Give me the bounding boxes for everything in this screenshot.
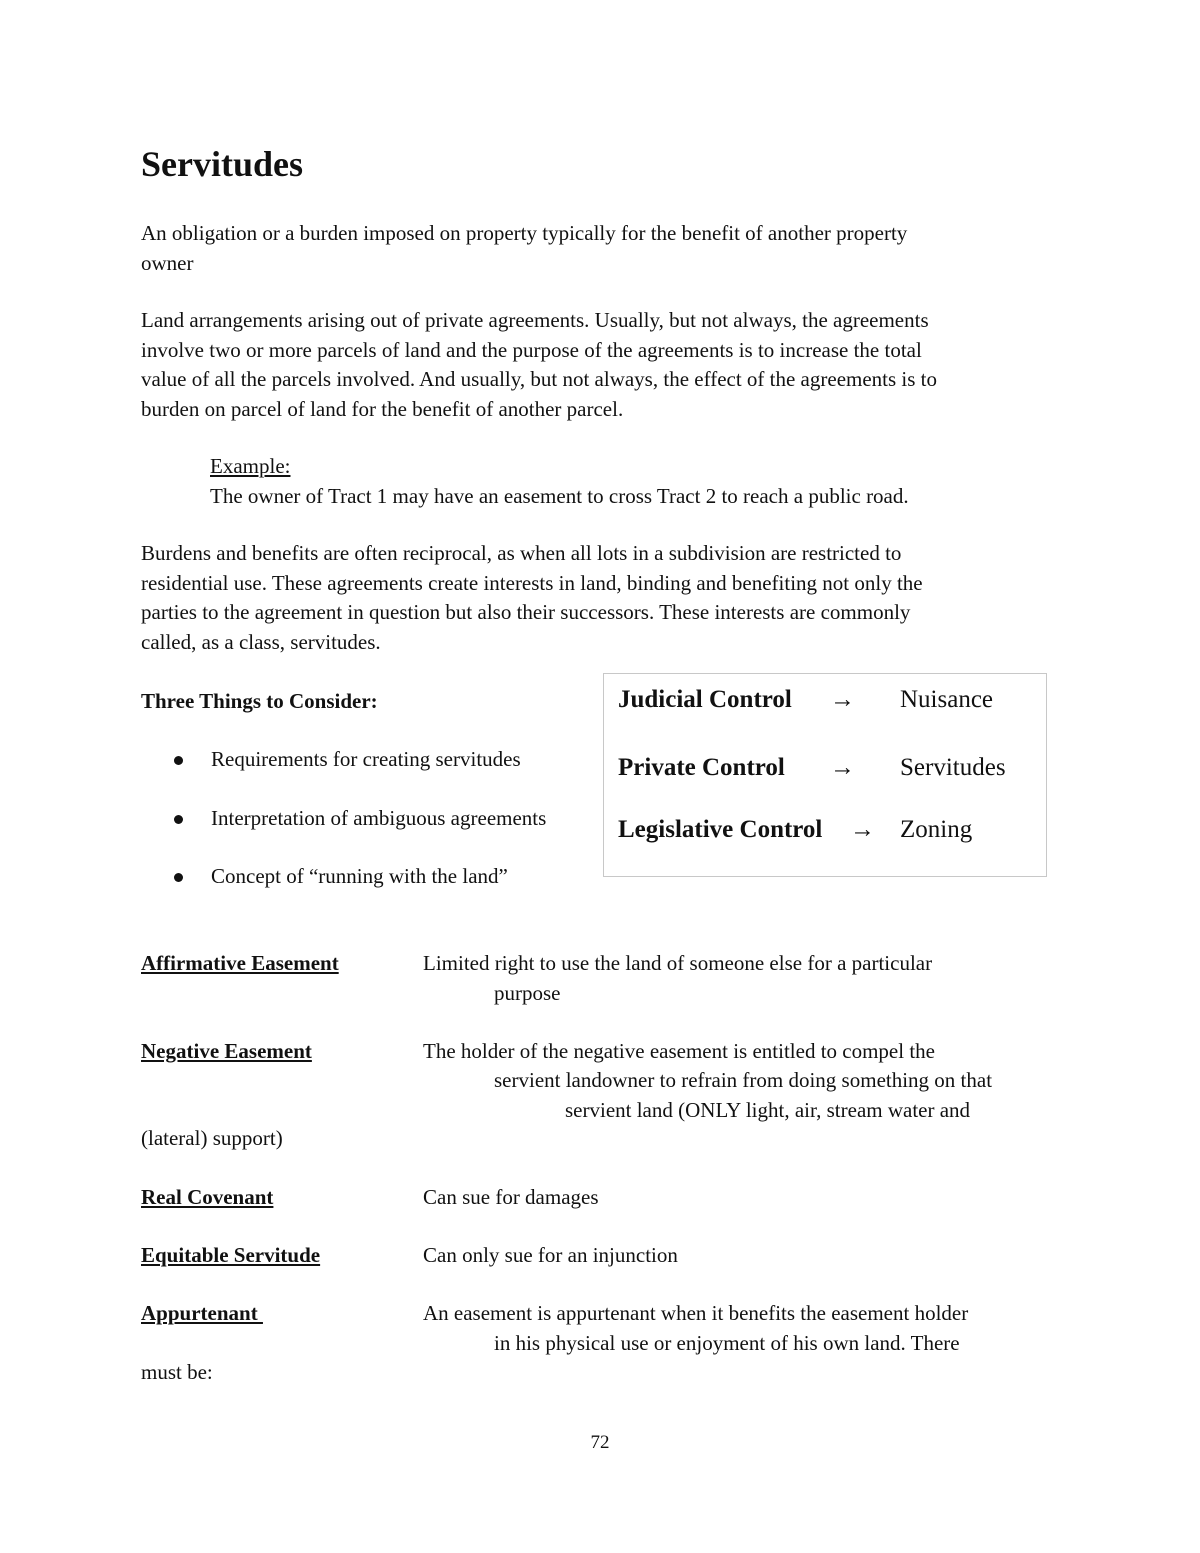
term-definition-line: The holder of the negative easement is entitled to compel the <box>423 1039 935 1063</box>
term-appurtenant: Appurtenant <box>141 1301 263 1325</box>
term-definition-line: Limited right to use the land of someone else for a particular <box>423 951 933 975</box>
bullet-icon <box>174 756 183 765</box>
example-text: The owner of Tract 1 may have an easement to cross Tract 2 to reach a public road. <box>210 483 909 508</box>
right-arrow-icon: → <box>830 686 855 713</box>
text-line: owner <box>141 250 194 275</box>
control-result: Nuisance <box>900 686 994 713</box>
term-definition-line: An easement is appurtenant when it benefits the easement holder <box>423 1301 969 1325</box>
text-line: Burdens and benefits are often reciprocal, as when all lots in a subdivision are restricted to <box>141 541 902 565</box>
text-line: burden on parcel of land for the benefit of another parcel. <box>141 396 624 421</box>
text-line: Land arrangements arising out of private agreements. Usually, but not always, the agreements <box>141 308 929 332</box>
text-line: value of all the parcels involved. And usually, but not always, the effect of the agreements is to <box>141 367 938 391</box>
bullet-icon <box>174 873 183 882</box>
term-definition-line: Can sue for damages <box>423 1185 599 1209</box>
term-definition-line: purpose <box>494 981 561 1005</box>
control-name: Judicial Control <box>618 686 792 713</box>
control-result: Servitudes <box>900 754 1006 781</box>
bullet-icon <box>174 815 183 824</box>
term-negative-easement: Negative Easement <box>141 1039 312 1063</box>
considerations-heading: Three Things to Consider: <box>141 689 378 713</box>
text-line: called, as a class, servitudes. <box>141 629 381 654</box>
term-real-covenant: Real Covenant <box>141 1185 274 1209</box>
example-block <box>210 452 909 511</box>
list-item-label: Requirements for creating servitudes <box>211 747 521 771</box>
term-definition-line: servient landowner to refrain from doing something on that <box>494 1068 993 1092</box>
term-definition-line: must be: <box>141 1360 213 1384</box>
term-definition-line: servient land (ONLY light, air, stream water and <box>565 1098 971 1122</box>
page-title: Servitudes <box>141 144 303 184</box>
list-item-label: Interpretation of ambiguous agreements <box>211 806 547 830</box>
page-number: 72 <box>590 1432 610 1453</box>
control-name: Private Control <box>618 754 785 781</box>
land-arrangements-paragraph <box>141 306 1071 424</box>
term-definition-line: in his physical use or enjoyment of his own land. There <box>494 1331 960 1355</box>
right-arrow-icon: → <box>850 816 875 843</box>
term-definition-line: (lateral) support) <box>141 1126 283 1150</box>
term-definition-line: Can only sue for an injunction <box>423 1243 678 1267</box>
text-line: An obligation or a burden imposed on property typically for the benefit of another property <box>141 221 908 245</box>
example-label: Example: <box>210 454 291 478</box>
control-result: Zoning <box>900 816 973 843</box>
text-line: parties to the agreement in question but also their successors. These interests are commonly <box>141 600 911 624</box>
list-item-label: Concept of “running with the land” <box>211 864 508 888</box>
controls-box <box>603 673 1047 877</box>
control-name: Legislative Control <box>618 816 823 843</box>
text-line: involve two or more parcels of land and the purpose of the agreements is to increase the total <box>141 337 922 362</box>
burdens-paragraph <box>141 539 1071 657</box>
right-arrow-icon: → <box>830 754 855 781</box>
term-affirmative-easement: Affirmative Easement <box>141 951 339 975</box>
term-equitable-servitude: Equitable Servitude <box>141 1243 321 1267</box>
text-line: residential use. These agreements create interests in land, binding and benefiting not only the <box>141 570 923 595</box>
definition-paragraph <box>141 219 1071 278</box>
